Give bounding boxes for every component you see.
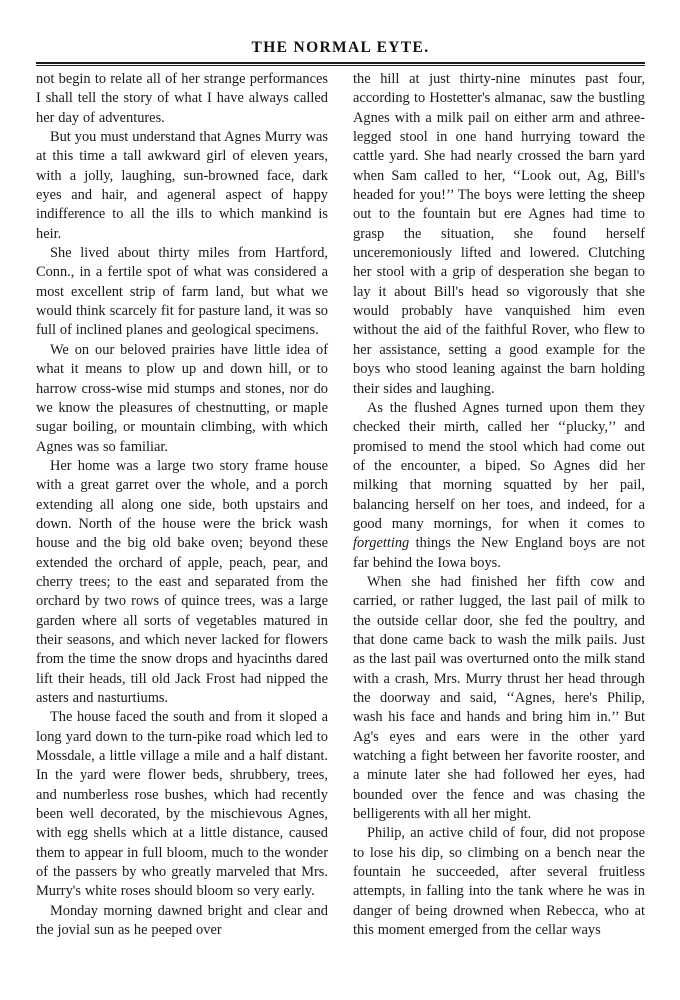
paragraph: Her home was a large two story frame house with a great garret over the whole, and a porch extending all along one side, both upstairs and down. North of the house were the brick wash house and the big old bake oven; beyond these extended the orchard of apple, peach, pear, and cherry trees; to the east and separated from the orchard by two rows of quince trees, was a large garden where all sorts of vegetables matured in their seasons, and which never lacked for flowers from the time the snow drops and hyacinths dared lift their heads, till old Jack Frost had nipped the asters and nasturtiums. [36,457,328,706]
column-left [36,70,328,960]
emphasis-text: forgetting [353,535,410,552]
paragraph: not begin to relate all of her strange performances I shall tell the story of what I have always called her day of adventures. [36,71,328,126]
paragraph: Monday morning dawned bright and clear and the jovial sun as he peeped over [36,902,328,939]
paragraph: When she had finished her fifth cow and carried, or rather lugged, the last pail of milk to the outside cellar door, she fed the poultry, and that done came back to wash the milk pails. Just as the last pail was overturned onto the milk stand with a crash, Mrs. Murry thrust her head through the doorway and said, ‘‘Agnes, here's Philip, wash his face and hands and bring him in.’’ But Ag's eyes and ears were in the other yard watching a fight between her favorite rooster, and a minute later she had followed her eyes, had bounded over the fence and was chasing the belligerents with all her might. [353,573,645,823]
paragraph: As the flushed Agnes turned upon them they checked their mirth, called her ‘‘plucky,’’ and promised to mend the stool which had come out of the encounter, a biped. So Agnes did her milking that morning squatted by her pail, balancing herself on her toes, and indeed, for a good many mornings, for when it comes to forgetting things the New England boys are not far behind the Iowa boys. [353,399,645,571]
paragraph: Philip, an active child of four, did not propose to lose his dip, so climbing on a bench near the fountain he succeeded, after several fruitless attempts, in falling into the tank where he was in danger of being drowned when Rebecca, who at this moment emerged from the cellar ways [353,825,645,939]
header-divider-rule [36,62,645,66]
page-title: THE NORMAL EYTE. [251,39,430,56]
column-right [353,70,645,960]
paragraph: The house faced the south and from it sloped a long yard down to the turn-pike road which led to Mossdale, a little village a mile and a half distant. In the yard were flower beds, shrubbery, trees, and numberless rose bushes, which had recently been well decorated, by the mischievous Agnes, with egg shells which at a little distance, caused them to appear in full bloom, much to the wonder of the passers by who greatly marveled that Mrs. Murry's white roses should bloom so very early. [36,709,328,900]
paragraph: the hill at just thirty-nine minutes past four, according to Hostetter's almanac, saw the bustling Agnes with a milk pail on either arm and athree-legged stool in one hand hurrying toward the cattle yard. She had nearly crossed the barn yard when Sam called to her, ‘‘Look out, Ag, Bill's headed for you!’’ The boys were letting the sheep out to the fountain but ere Agnes had time to grasp the situation, she found herself unceremoniously lifted and lowered. Clutching her stool with a grip of desperation she began to lay it about Bill's head so vigorously that she would probably have vanquished him even without the aid of the faithful Rover, who flew to her assistance, setting a good example for the boys who stood leaning against the barn holding their sides and laughing. [353,71,645,397]
divider-thin-line [36,65,645,66]
article-body [36,70,645,960]
running-head [36,40,645,56]
paragraph: But you must understand that Agnes Murry was at this time a tall awkward girl of eleven years, with a jolly, laughing, sun-browned face, dark eyes and hair, and ageneral aspect of happy indifference to all the ills to which mankind is heir. [36,129,328,242]
paragraph: She lived about thirty miles from Hartford, Conn., in a fertile spot of what was considered a most excellent strip of farm land, but what we would think scarcely fit for pasture land, it was so full of inclined planes and geological specimens. [36,245,328,339]
paragraph: We on our beloved prairies have little idea of what it means to plow up and down hill, or to harrow cross-wise mid stumps and stones, nor do we know the pleasures of chestnutting, or maple sugar boiling, or mountain climbing, with which Agnes was so familiar. [36,341,328,455]
